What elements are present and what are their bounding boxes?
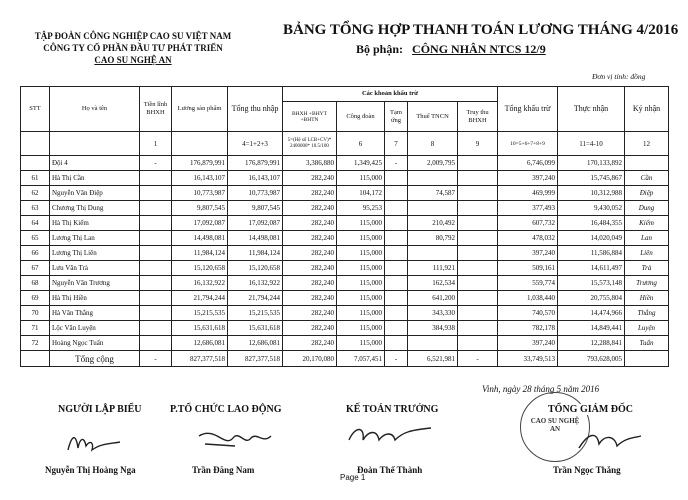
row-deduct: 478,032: [498, 231, 558, 246]
payroll-table: [20, 86, 669, 367]
row-tax: [408, 201, 458, 216]
row-tax: [408, 171, 458, 186]
row-collect: [458, 276, 498, 291]
row-avg: [140, 216, 172, 231]
row-advance: [385, 171, 408, 186]
row-union: 115,000: [337, 276, 385, 291]
row-product: 12,686,081: [172, 336, 228, 351]
row-net: 15,573,148: [558, 276, 625, 291]
table-row: [21, 336, 669, 351]
table-row: [21, 291, 669, 306]
row-union: 95,253: [337, 201, 385, 216]
group-total: 176,879,991: [228, 156, 283, 171]
labor-role: P.TỔ CHỨC LAO ĐỘNG: [170, 404, 282, 415]
row-total: 14,498,081: [228, 231, 283, 246]
row-union: 115,000: [337, 246, 385, 261]
stamp-text: CAO SU NGHỆ AN: [530, 417, 580, 433]
row-net: 14,020,049: [558, 231, 625, 246]
row-stt: 62: [21, 186, 50, 201]
row-bhxh: 282,240: [283, 246, 337, 261]
row-union: 115,000: [337, 321, 385, 336]
unit-note: Đơn vị tính: đồng: [592, 72, 646, 81]
row-name: Nguyễn Văn Trương: [50, 276, 140, 291]
row-tax: 111,921: [408, 261, 458, 276]
total-collect: -: [458, 351, 498, 367]
row-name: Hà Thị Hiền: [50, 291, 140, 306]
total-advance: -: [385, 351, 408, 367]
row-stt: 67: [21, 261, 50, 276]
col-deductions-group: Các khoản khấu trừ: [283, 87, 498, 102]
row-product: 16,132,922: [172, 276, 228, 291]
col-number: 4=1+2+3: [228, 132, 283, 156]
row-signature: Trà: [625, 261, 669, 276]
row-bhxh: 282,240: [283, 261, 337, 276]
row-bhxh: 282,240: [283, 291, 337, 306]
row-bhxh: 282,240: [283, 276, 337, 291]
row-advance: [385, 201, 408, 216]
row-deduct: 782,178: [498, 321, 558, 336]
row-stt: 70: [21, 306, 50, 321]
col-number: 7: [385, 132, 408, 156]
preparer-name: Nguyễn Thị Hoàng Nga: [45, 465, 136, 475]
row-avg: [140, 171, 172, 186]
preparer-role: NGƯỜI LẬP BIỂU: [58, 404, 142, 415]
row-bhxh: 282,240: [283, 336, 337, 351]
row-deduct: 509,161: [498, 261, 558, 276]
row-bhxh: 282,240: [283, 186, 337, 201]
group-name: Đội 4: [50, 156, 140, 171]
row-total: 16,132,922: [228, 276, 283, 291]
row-collect: [458, 291, 498, 306]
row-deduct: 740,570: [498, 306, 558, 321]
row-collect: [458, 321, 498, 336]
row-avg: [140, 291, 172, 306]
row-stt: 63: [21, 201, 50, 216]
accountant-name: Đoàn Thế Thành: [357, 465, 423, 475]
row-product: 15,215,535: [172, 306, 228, 321]
row-name: Lương Thị Liên: [50, 246, 140, 261]
row-net: 14,611,497: [558, 261, 625, 276]
total-bhxh: 20,170,080: [283, 351, 337, 367]
row-deduct: 397,240: [498, 171, 558, 186]
col-number: 11=4-10: [558, 132, 625, 156]
col-bhxh-note: 5=(Hệ số LCB+CV)* 2400000* 10.5/100: [283, 132, 337, 156]
total-union: 7,057,451: [337, 351, 385, 367]
col-tax: Thuế TNCN: [408, 102, 458, 132]
row-advance: [385, 306, 408, 321]
row-union: 115,000: [337, 306, 385, 321]
row-deduct: 397,240: [498, 336, 558, 351]
row-stt: 68: [21, 276, 50, 291]
row-collect: [458, 216, 498, 231]
table-row: [21, 216, 669, 231]
row-advance: [385, 231, 408, 246]
row-net: 16,484,355: [558, 216, 625, 231]
total-total: 827,377,518: [228, 351, 283, 367]
row-deduct: 377,493: [498, 201, 558, 216]
row-total: 9,807,545: [228, 201, 283, 216]
row-advance: [385, 261, 408, 276]
row-net: 15,745,867: [558, 171, 625, 186]
row-total: 21,794,244: [228, 291, 283, 306]
row-avg: [140, 336, 172, 351]
row-deduct: 469,999: [498, 186, 558, 201]
row-name: Hà Thị Kiểm: [50, 216, 140, 231]
col-name: Họ và tên: [50, 87, 140, 132]
row-advance: [385, 321, 408, 336]
table-row: [21, 171, 669, 186]
row-total: 12,686,081: [228, 336, 283, 351]
org-line-1: TẬP ĐOÀN CÔNG NGHIỆP CAO SU VIỆT NAM: [34, 31, 232, 41]
total-deduct: 33,749,513: [498, 351, 558, 367]
row-stt: 64: [21, 216, 50, 231]
row-tax: 80,792: [408, 231, 458, 246]
group-union: 1,349,425: [337, 156, 385, 171]
col-number: 10=5+6+7+8+9: [498, 132, 558, 156]
row-name: Lộc Văn Luyện: [50, 321, 140, 336]
row-union: 115,000: [337, 231, 385, 246]
total-product: 827,377,518: [172, 351, 228, 367]
table-row: [21, 276, 669, 291]
row-stt: 71: [21, 321, 50, 336]
row-tax: 641,200: [408, 291, 458, 306]
row-net: 14,849,441: [558, 321, 625, 336]
row-union: 115,000: [337, 216, 385, 231]
row-name: Chương Thị Dung: [50, 201, 140, 216]
row-bhxh: 282,240: [283, 201, 337, 216]
department-value: CÔNG NHÂN NTCS 12/9: [412, 42, 546, 56]
row-net: 20,755,804: [558, 291, 625, 306]
total-net: 793,628,005: [558, 351, 625, 367]
row-union: 115,000: [337, 171, 385, 186]
row-signature: Thắng: [625, 306, 669, 321]
row-advance: [385, 216, 408, 231]
row-signature: Cần: [625, 171, 669, 186]
row-tax: 74,587: [408, 186, 458, 201]
row-collect: [458, 261, 498, 276]
row-net: 11,586,884: [558, 246, 625, 261]
row-total: 15,631,618: [228, 321, 283, 336]
row-product: 10,773,987: [172, 186, 228, 201]
row-name: Hoàng Ngọc Tuấn: [50, 336, 140, 351]
row-bhxh: 282,240: [283, 321, 337, 336]
row-tax: 162,534: [408, 276, 458, 291]
row-net: 10,312,988: [558, 186, 625, 201]
col-number: 9: [458, 132, 498, 156]
row-avg: [140, 201, 172, 216]
row-signature: Hiền: [625, 291, 669, 306]
total-row: [21, 351, 669, 367]
row-deduct: 559,774: [498, 276, 558, 291]
row-stt: 69: [21, 291, 50, 306]
page-number: Page 1: [340, 473, 366, 482]
preparer-signature: [64, 430, 124, 456]
row-union: 104,172: [337, 186, 385, 201]
row-avg: [140, 186, 172, 201]
row-bhxh: 282,240: [283, 216, 337, 231]
row-union: 115,000: [337, 336, 385, 351]
row-product: 15,631,618: [172, 321, 228, 336]
col-bhxh: BHXH +BHYT +BHTN: [283, 102, 337, 132]
row-signature: Lan: [625, 231, 669, 246]
row-tax: 343,330: [408, 306, 458, 321]
labor-name: Trần Đăng Nam: [192, 465, 255, 475]
employee-rows: [21, 171, 669, 351]
col-net: Thực nhận: [558, 87, 625, 132]
row-collect: [458, 336, 498, 351]
row-net: 14,474,966: [558, 306, 625, 321]
row-avg: [140, 246, 172, 261]
accountant-role: KẾ TOÁN TRƯỞNG: [346, 404, 439, 415]
row-advance: [385, 246, 408, 261]
row-avg: [140, 261, 172, 276]
row-product: 9,807,545: [172, 201, 228, 216]
row-total: 10,773,987: [228, 186, 283, 201]
row-collect: [458, 246, 498, 261]
row-avg: [140, 321, 172, 336]
group-bhxh: 3,386,880: [283, 156, 337, 171]
col-number: 8: [408, 132, 458, 156]
row-signature: Điệp: [625, 186, 669, 201]
row-tax: [408, 246, 458, 261]
row-signature: Luyện: [625, 321, 669, 336]
col-total-income: Tổng thu nhập: [228, 87, 283, 132]
group-row: [21, 156, 669, 171]
row-stt: 66: [21, 246, 50, 261]
row-collect: [458, 231, 498, 246]
row-product: 21,794,244: [172, 291, 228, 306]
col-number: 1: [140, 132, 172, 156]
document-title: BẢNG TỔNG HỢP THANH TOÁN LƯƠNG THÁNG 4/2016: [283, 22, 679, 38]
row-bhxh: 282,240: [283, 231, 337, 246]
row-advance: [385, 336, 408, 351]
row-total: 11,984,124: [228, 246, 283, 261]
table-row: [21, 231, 669, 246]
col-number: 6: [337, 132, 385, 156]
row-stt: 61: [21, 171, 50, 186]
table-row: [21, 321, 669, 336]
labor-signature: [195, 424, 275, 454]
department-line: [356, 42, 546, 57]
total-avg: -: [140, 351, 172, 367]
row-total: 16,143,107: [228, 171, 283, 186]
row-signature: Kiểm: [625, 216, 669, 231]
group-avg: -: [140, 156, 172, 171]
group-product: 176,879,991: [172, 156, 228, 171]
signing-date: Vinh, ngày 28 tháng 5 năm 2016: [482, 384, 600, 394]
row-collect: [458, 201, 498, 216]
col-advance: Tạm ứng: [385, 102, 408, 132]
group-net: 170,133,892: [558, 156, 625, 171]
accountant-signature: [345, 422, 435, 452]
group-tax: 2,009,795: [408, 156, 458, 171]
row-tax: 210,492: [408, 216, 458, 231]
col-total-deduct: Tổng khấu trừ: [498, 87, 558, 132]
row-signature: Liên: [625, 246, 669, 261]
row-name: Lưu Văn Trà: [50, 261, 140, 276]
row-collect: [458, 306, 498, 321]
org-line-2: CÔNG TY CỔ PHẦN ĐẦU TƯ PHÁT TRIỂN: [43, 43, 223, 53]
row-deduct: 397,240: [498, 246, 558, 261]
row-advance: [385, 276, 408, 291]
row-name: Lương Thị Lan: [50, 231, 140, 246]
director-signature: [575, 428, 645, 456]
row-product: 17,092,087: [172, 216, 228, 231]
total-tax: 6,521,981: [408, 351, 458, 367]
row-stt: 65: [21, 231, 50, 246]
table-row: [21, 261, 669, 276]
row-total: 17,092,087: [228, 216, 283, 231]
director-name: Trần Ngọc Thắng: [553, 465, 621, 475]
row-total: 15,120,658: [228, 261, 283, 276]
row-tax: [408, 336, 458, 351]
row-collect: [458, 186, 498, 201]
row-signature: Trương: [625, 276, 669, 291]
row-avg: [140, 306, 172, 321]
total-label: Tổng cộng: [50, 351, 140, 367]
row-avg: [140, 276, 172, 291]
row-product: 14,498,081: [172, 231, 228, 246]
table-row: [21, 246, 669, 261]
row-deduct: 607,732: [498, 216, 558, 231]
row-total: 15,215,535: [228, 306, 283, 321]
row-deduct: 1,038,440: [498, 291, 558, 306]
row-product: 11,984,124: [172, 246, 228, 261]
row-name: Nguyễn Văn Điệp: [50, 186, 140, 201]
row-union: 115,000: [337, 261, 385, 276]
row-net: 9,430,052: [558, 201, 625, 216]
row-advance: [385, 186, 408, 201]
table-row: [21, 186, 669, 201]
group-advance: -: [385, 156, 408, 171]
row-name: Hà Thị Cần: [50, 171, 140, 186]
col-bhxh-collect: Truy thu BHXH: [458, 102, 498, 132]
row-avg: [140, 231, 172, 246]
col-salary-avg: Tiền lĩnh BHXH: [140, 87, 172, 132]
row-product: 15,120,658: [172, 261, 228, 276]
col-stt: STT: [21, 87, 50, 132]
row-bhxh: 282,240: [283, 171, 337, 186]
row-stt: 72: [21, 336, 50, 351]
table-row: [21, 306, 669, 321]
row-union: 115,000: [337, 291, 385, 306]
org-line-3: CAO SU NGHỆ AN: [94, 55, 172, 65]
row-bhxh: 282,240: [283, 306, 337, 321]
group-deduct: 6,746,099: [498, 156, 558, 171]
col-union: Công đoàn: [337, 102, 385, 132]
col-sign: Ký nhận: [625, 87, 669, 132]
col-product-salary: Lương sản phẩm: [172, 87, 228, 132]
director-role: TỔNG GIÁM ĐỐC: [548, 404, 633, 415]
row-product: 16,143,107: [172, 171, 228, 186]
row-net: 12,288,841: [558, 336, 625, 351]
row-collect: [458, 171, 498, 186]
row-signature: Tuấn: [625, 336, 669, 351]
group-collect: [458, 156, 498, 171]
row-name: Hà Văn Thắng: [50, 306, 140, 321]
row-advance: [385, 291, 408, 306]
table-row: [21, 201, 669, 216]
row-tax: 384,938: [408, 321, 458, 336]
row-signature: Dung: [625, 201, 669, 216]
col-number: 12: [625, 132, 669, 156]
department-label: Bộ phận:: [356, 42, 404, 56]
org-block: [28, 30, 238, 66]
